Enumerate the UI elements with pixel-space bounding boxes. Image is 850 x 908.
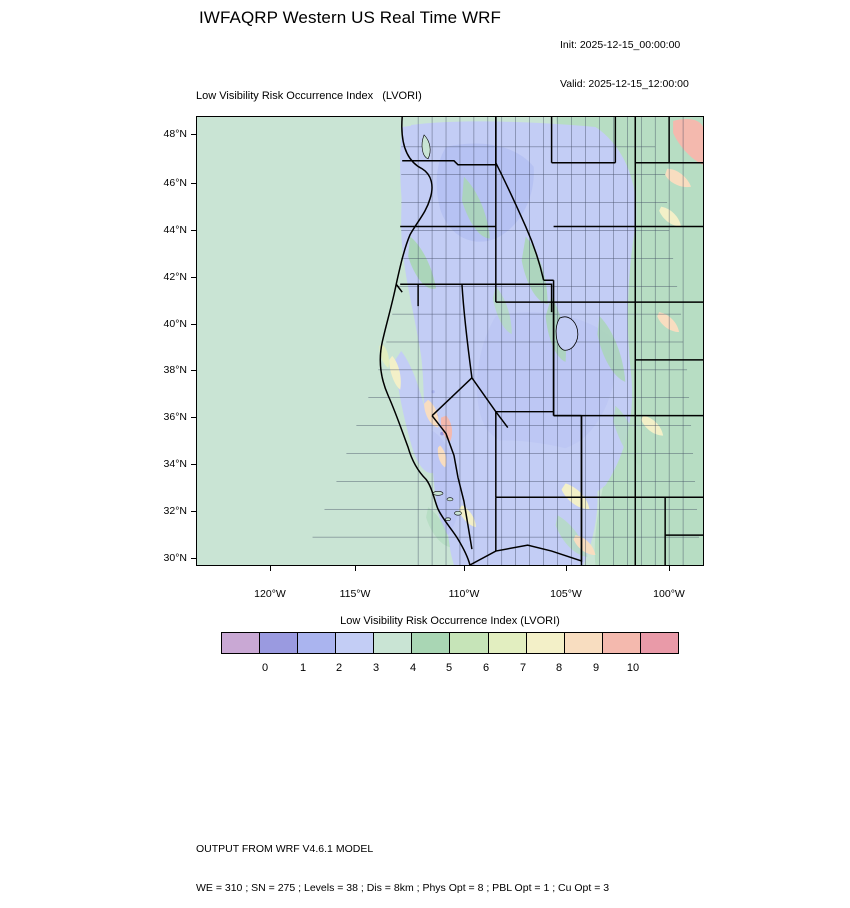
- page-title: IWFAQRP Western US Real Time WRF: [198, 8, 501, 27]
- xtick-mark: [270, 566, 271, 571]
- map-panel[interactable]: [196, 116, 704, 566]
- ytick-30n: 30°N: [163, 552, 187, 564]
- ytick-mark: [191, 370, 196, 371]
- ytick-mark: [191, 558, 196, 559]
- colorbar-swatch: [450, 633, 488, 653]
- xtick-110w: 110°W: [448, 588, 480, 600]
- colorbar-swatch: [603, 633, 641, 653]
- colorbar-tick-1: 1: [299, 662, 307, 674]
- colorbar-tick-8: 8: [555, 662, 563, 674]
- colorbar-tick-7: 7: [519, 662, 527, 674]
- xtick-115w: 115°W: [339, 588, 371, 600]
- colorbar-ticks: [221, 662, 679, 676]
- xtick-mark: [355, 566, 356, 571]
- init-time: Init: 2025-12-15_00:00:00: [560, 39, 681, 51]
- ytick-34n: 34°N: [163, 458, 187, 470]
- plot-title: Low Visibility Risk Occurrence Index (LVORI): [196, 90, 422, 102]
- colorbar-swatch: [260, 633, 298, 653]
- xtick-100w: 100°W: [653, 588, 685, 600]
- footer-line-2: WE = 310 ; SN = 275 ; Levels = 38 ; Dis = 8km ; Phys Opt = 8 ; PBL Opt = 1 ; Cu Opt = 3: [196, 882, 610, 894]
- ytick-44n: 44°N: [163, 224, 187, 236]
- colorbar-swatch: [298, 633, 336, 653]
- ytick-mark: [191, 324, 196, 325]
- valid-time: Valid: 2025-12-15_12:00:00: [560, 78, 689, 90]
- xtick-mark: [566, 566, 567, 571]
- colorbar-tick-3: 3: [372, 662, 380, 674]
- colorbar-tick-0: 0: [261, 662, 269, 674]
- colorbar-swatch: [336, 633, 374, 653]
- ytick-32n: 32°N: [163, 505, 187, 517]
- colorbar-tick-10: 10: [626, 662, 640, 674]
- ytick-38n: 38°N: [163, 364, 187, 376]
- colorbar-swatch: [527, 633, 565, 653]
- colorbar-swatch: [641, 633, 678, 653]
- ytick-mark: [191, 183, 196, 184]
- colorbar-tick-6: 6: [482, 662, 490, 674]
- colorbar-tick-2: 2: [335, 662, 343, 674]
- xtick-120w: 120°W: [254, 588, 286, 600]
- xtick-mark: [464, 566, 465, 571]
- lvori-contour-map: [197, 117, 703, 565]
- ytick-mark: [191, 417, 196, 418]
- colorbar-tick-5: 5: [445, 662, 453, 674]
- ytick-mark: [191, 464, 196, 465]
- run-time-block: [560, 13, 689, 104]
- xtick-105w: 105°W: [550, 588, 582, 600]
- colorbar-swatch: [374, 633, 412, 653]
- ytick-mark: [191, 511, 196, 512]
- colorbar-tick-4: 4: [409, 662, 417, 674]
- footer-line-1: OUTPUT FROM WRF V4.6.1 MODEL: [196, 843, 374, 855]
- xtick-mark: [669, 566, 670, 571]
- ytick-42n: 42°N: [163, 271, 187, 283]
- colorbar-title: Low Visibility Risk Occurrence Index (LVORI): [340, 615, 560, 627]
- ytick-mark: [191, 277, 196, 278]
- ytick-mark: [191, 134, 196, 135]
- colorbar[interactable]: [221, 632, 679, 654]
- ytick-36n: 36°N: [163, 411, 187, 423]
- ytick-48n: 48°N: [163, 128, 187, 140]
- ytick-40n: 40°N: [163, 318, 187, 330]
- colorbar-swatch: [412, 633, 450, 653]
- colorbar-swatch: [222, 633, 260, 653]
- model-footer: [196, 817, 609, 908]
- colorbar-swatch: [489, 633, 527, 653]
- colorbar-swatch: [565, 633, 603, 653]
- ytick-46n: 46°N: [163, 177, 187, 189]
- colorbar-tick-9: 9: [592, 662, 600, 674]
- ytick-mark: [191, 230, 196, 231]
